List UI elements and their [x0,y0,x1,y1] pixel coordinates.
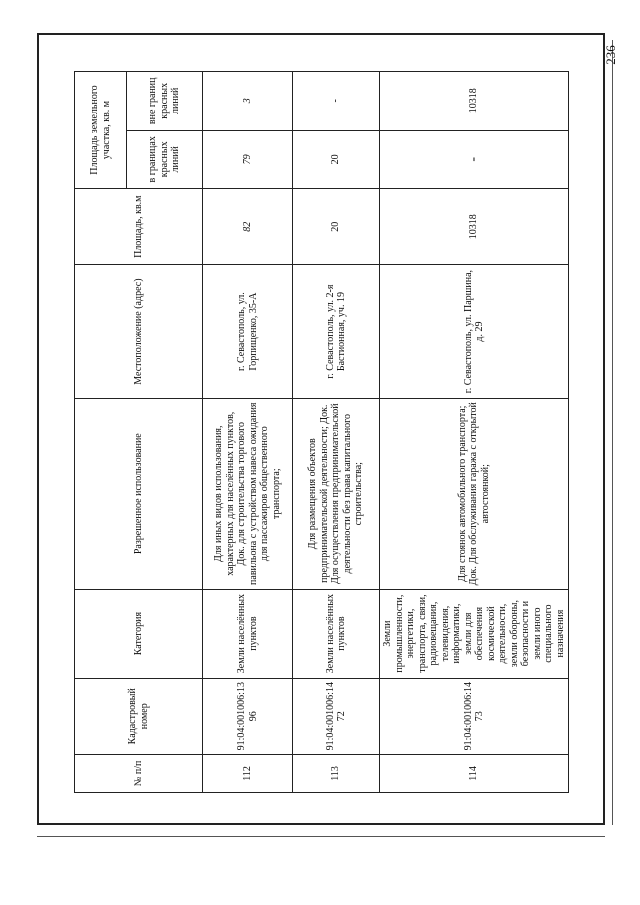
header-within: в границах красных линий [127,130,203,188]
cell-within: 20 [293,130,380,188]
cell-usage: Для стоянок автомобильного транспорта; Док. Для обслуживания гаража с открытой автостоянкой; [380,398,569,589]
cell-location: г. Севастополь, ул. 2-я Бастионная, уч. 19 [293,265,380,399]
cell-usage: Для размещения объектов предпринимательской деятельности; Док. Для осуществления предпринимательской деятельности без права капитального строительства; [293,398,380,589]
cell-outside: 10318 [380,72,569,131]
cell-num: 113 [293,754,380,792]
header-usage: Разрешенное использование [75,398,203,589]
table-row [380,72,569,793]
header-num: № п/п [75,754,203,792]
cell-within: - [380,130,569,188]
cell-area: 82 [203,189,293,265]
cell-num: 114 [380,754,569,792]
side-rule [612,40,613,825]
cell-location: г. Севастополь, ул. Паршина, д. 29 [380,265,569,399]
rotated-table-wrapper [74,71,566,793]
header-category: Категория [75,589,203,678]
cell-outside: 3 [203,72,293,131]
cell-area: 10318 [380,189,569,265]
header-location: Местоположение (адрес) [75,265,203,399]
footer-rule [37,836,605,837]
cell-location: г. Севастополь, ул. Горпищенко, 35-А [203,265,293,399]
cell-cadastral: 91:04:001006:1473 [380,678,569,754]
land-plots-table [74,71,569,793]
table-row [203,72,293,793]
header-cadastral: Кадастровый номер [75,678,203,754]
cell-within: 79 [203,130,293,188]
cell-usage: Для иных видов использования, характерных для населённых пунктов, Док. для строительства торгового павильона с устройством навеса ожидания для пассажиров общественного транспорта; [203,398,293,589]
cell-cadastral: 91:04:001006:1472 [293,678,380,754]
cell-category: Земли населённых пунктов [203,589,293,678]
cell-cadastral: 91:04:001006:1396 [203,678,293,754]
cell-area: 20 [293,189,380,265]
cell-category: Земли промышленности, энергетики, транспорта, связи, радиовещания, телевидения, информатики, земли для обеспечения космической деятельности, земли обороны, безопасности и земли иного специального назначения [380,589,569,678]
cell-outside: - [293,72,380,131]
cell-category: Земли населённых пунктов [293,589,380,678]
header-area: Площадь, кв.м [75,189,203,265]
cell-num: 112 [203,754,293,792]
table-row [293,72,380,793]
header-outside: вне границ красных линий [127,72,203,131]
header-plot-area: Площадь земельного участка, кв. м [75,72,127,189]
page-number: 236 [603,45,618,65]
